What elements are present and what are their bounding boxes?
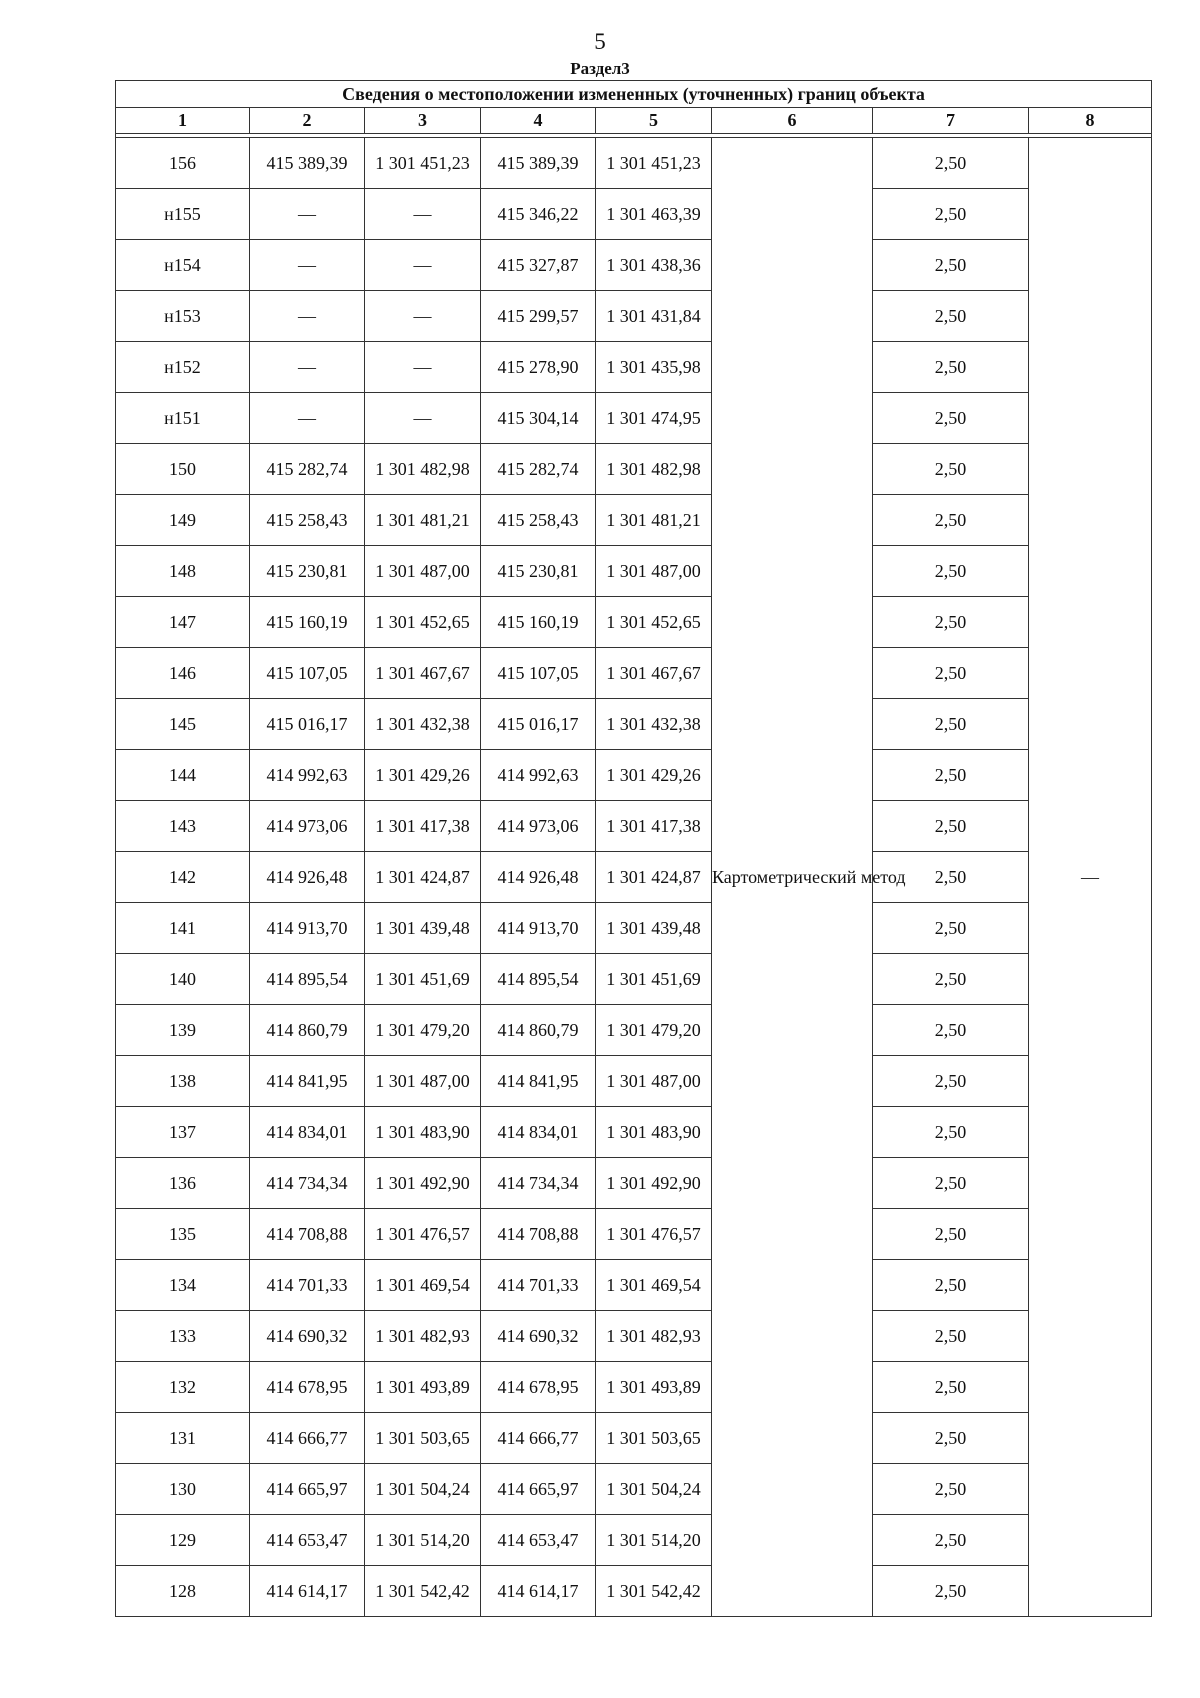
y-old-cell: — (365, 291, 481, 342)
y-old-cell: — (365, 189, 481, 240)
precision-cell: 2,50 (873, 699, 1029, 750)
x-old-cell: — (250, 342, 365, 393)
column-header: 1 (116, 108, 250, 134)
precision-cell: 2,50 (873, 954, 1029, 1005)
y-new-cell: 1 301 476,57 (596, 1209, 712, 1260)
x-old-cell: 415 016,17 (250, 699, 365, 750)
y-new-cell: 1 301 432,38 (596, 699, 712, 750)
y-old-cell: 1 301 503,65 (365, 1413, 481, 1464)
y-old-cell: 1 301 481,21 (365, 495, 481, 546)
table-row (116, 1107, 1152, 1158)
y-old-cell: 1 301 487,00 (365, 1056, 481, 1107)
point-id-cell: 144 (116, 750, 250, 801)
precision-cell: 2,50 (873, 291, 1029, 342)
x-old-cell: — (250, 189, 365, 240)
table-row (116, 444, 1152, 495)
table-row (116, 138, 1152, 189)
y-new-cell: 1 301 504,24 (596, 1464, 712, 1515)
x-new-cell: 415 327,87 (481, 240, 596, 291)
x-old-cell: — (250, 291, 365, 342)
point-id-cell: 147 (116, 597, 250, 648)
x-new-cell: 414 701,33 (481, 1260, 596, 1311)
precision-cell: 2,50 (873, 1005, 1029, 1056)
precision-cell: 2,50 (873, 393, 1029, 444)
method-cell: Картометрический метод (712, 138, 873, 1617)
x-old-cell: 414 653,47 (250, 1515, 365, 1566)
y-old-cell: — (365, 393, 481, 444)
page-number: 5 (594, 29, 606, 54)
x-old-cell: 415 107,05 (250, 648, 365, 699)
x-new-cell: 414 708,88 (481, 1209, 596, 1260)
table-row (116, 1056, 1152, 1107)
point-id-cell: 129 (116, 1515, 250, 1566)
y-old-cell: 1 301 514,20 (365, 1515, 481, 1566)
x-old-cell: 414 678,95 (250, 1362, 365, 1413)
x-new-cell: 414 614,17 (481, 1566, 596, 1617)
y-old-cell: 1 301 479,20 (365, 1005, 481, 1056)
y-new-cell: 1 301 452,65 (596, 597, 712, 648)
column-header: 6 (712, 108, 873, 134)
column-8-cell: — (1029, 138, 1152, 1617)
y-new-cell: 1 301 479,20 (596, 1005, 712, 1056)
point-id-cell: 137 (116, 1107, 250, 1158)
y-old-cell: 1 301 482,93 (365, 1311, 481, 1362)
y-new-cell: 1 301 417,38 (596, 801, 712, 852)
y-old-cell: 1 301 487,00 (365, 546, 481, 597)
point-id-cell: 139 (116, 1005, 250, 1056)
point-id-cell: 132 (116, 1362, 250, 1413)
x-old-cell: — (250, 393, 365, 444)
y-new-cell: 1 301 483,90 (596, 1107, 712, 1158)
point-id-cell: 133 (116, 1311, 250, 1362)
table-row (116, 240, 1152, 291)
x-old-cell: 414 734,34 (250, 1158, 365, 1209)
x-old-cell: 414 860,79 (250, 1005, 365, 1056)
point-id-cell: 150 (116, 444, 250, 495)
point-id-cell: 142 (116, 852, 250, 903)
precision-cell: 2,50 (873, 801, 1029, 852)
x-old-cell: 414 841,95 (250, 1056, 365, 1107)
y-old-cell: 1 301 492,90 (365, 1158, 481, 1209)
y-new-cell: 1 301 487,00 (596, 546, 712, 597)
y-new-cell: 1 301 429,26 (596, 750, 712, 801)
column-header: 4 (481, 108, 596, 134)
table-row (116, 1158, 1152, 1209)
y-old-cell: 1 301 493,89 (365, 1362, 481, 1413)
y-new-cell: 1 301 542,42 (596, 1566, 712, 1617)
y-old-cell: 1 301 451,23 (365, 138, 481, 189)
point-id-cell: 135 (116, 1209, 250, 1260)
y-new-cell: 1 301 503,65 (596, 1413, 712, 1464)
precision-cell: 2,50 (873, 1311, 1029, 1362)
table-row (116, 1413, 1152, 1464)
table-row (116, 495, 1152, 546)
y-new-cell: 1 301 482,98 (596, 444, 712, 495)
table-row (116, 1566, 1152, 1617)
point-id-cell: 138 (116, 1056, 250, 1107)
x-new-cell: 414 690,32 (481, 1311, 596, 1362)
table-row (116, 291, 1152, 342)
y-new-cell: 1 301 469,54 (596, 1260, 712, 1311)
precision-cell: 2,50 (873, 1107, 1029, 1158)
x-new-cell: 414 734,34 (481, 1158, 596, 1209)
y-old-cell: — (365, 240, 481, 291)
y-old-cell: 1 301 467,67 (365, 648, 481, 699)
x-new-cell: 414 665,97 (481, 1464, 596, 1515)
x-old-cell: 414 913,70 (250, 903, 365, 954)
table-row (116, 1209, 1152, 1260)
x-new-cell: 415 389,39 (481, 138, 596, 189)
y-new-cell: 1 301 493,89 (596, 1362, 712, 1413)
table-row (116, 699, 1152, 750)
y-old-cell: 1 301 476,57 (365, 1209, 481, 1260)
point-id-cell: 148 (116, 546, 250, 597)
precision-cell: 2,50 (873, 240, 1029, 291)
x-new-cell: 415 346,22 (481, 189, 596, 240)
table-row (116, 597, 1152, 648)
y-new-cell: 1 301 467,67 (596, 648, 712, 699)
table-row (116, 750, 1152, 801)
y-old-cell: 1 301 482,98 (365, 444, 481, 495)
table-row (116, 1260, 1152, 1311)
table-row (116, 801, 1152, 852)
point-id-cell: 134 (116, 1260, 250, 1311)
precision-cell: 2,50 (873, 852, 1029, 903)
x-old-cell: 414 614,17 (250, 1566, 365, 1617)
x-new-cell: 414 666,77 (481, 1413, 596, 1464)
x-new-cell: 414 895,54 (481, 954, 596, 1005)
x-new-cell: 415 282,74 (481, 444, 596, 495)
precision-cell: 2,50 (873, 903, 1029, 954)
column-header: 8 (1029, 108, 1152, 134)
table-row (116, 342, 1152, 393)
point-id-cell: н154 (116, 240, 250, 291)
precision-cell: 2,50 (873, 597, 1029, 648)
precision-cell: 2,50 (873, 1566, 1029, 1617)
y-new-cell: 1 301 514,20 (596, 1515, 712, 1566)
point-id-cell: 146 (116, 648, 250, 699)
precision-cell: 2,50 (873, 1413, 1029, 1464)
y-new-cell: 1 301 492,90 (596, 1158, 712, 1209)
table-row (116, 546, 1152, 597)
point-id-cell: 136 (116, 1158, 250, 1209)
y-old-cell: 1 301 469,54 (365, 1260, 481, 1311)
x-old-cell: — (250, 240, 365, 291)
precision-cell: 2,50 (873, 648, 1029, 699)
precision-cell: 2,50 (873, 1158, 1029, 1209)
table-row (116, 852, 1152, 903)
x-new-cell: 415 299,57 (481, 291, 596, 342)
x-old-cell: 414 690,32 (250, 1311, 365, 1362)
section-title: Раздел3 (570, 59, 630, 78)
precision-cell: 2,50 (873, 1362, 1029, 1413)
x-new-cell: 415 304,14 (481, 393, 596, 444)
point-id-cell: 149 (116, 495, 250, 546)
point-id-cell: н152 (116, 342, 250, 393)
point-id-cell: 143 (116, 801, 250, 852)
x-new-cell: 414 973,06 (481, 801, 596, 852)
y-old-cell: 1 301 451,69 (365, 954, 481, 1005)
point-id-cell: 130 (116, 1464, 250, 1515)
point-id-cell: н153 (116, 291, 250, 342)
x-new-cell: 414 926,48 (481, 852, 596, 903)
x-old-cell: 415 230,81 (250, 546, 365, 597)
x-old-cell: 414 926,48 (250, 852, 365, 903)
y-old-cell: 1 301 504,24 (365, 1464, 481, 1515)
y-new-cell: 1 301 435,98 (596, 342, 712, 393)
precision-cell: 2,50 (873, 1260, 1029, 1311)
y-old-cell: 1 301 542,42 (365, 1566, 481, 1617)
x-old-cell: 414 665,97 (250, 1464, 365, 1515)
x-new-cell: 414 678,95 (481, 1362, 596, 1413)
x-new-cell: 415 160,19 (481, 597, 596, 648)
point-id-cell: 141 (116, 903, 250, 954)
x-old-cell: 414 701,33 (250, 1260, 365, 1311)
x-old-cell: 415 258,43 (250, 495, 365, 546)
y-new-cell: 1 301 482,93 (596, 1311, 712, 1362)
point-id-cell: 128 (116, 1566, 250, 1617)
y-old-cell: 1 301 432,38 (365, 699, 481, 750)
point-id-cell: н151 (116, 393, 250, 444)
precision-cell: 2,50 (873, 1209, 1029, 1260)
table-row (116, 1515, 1152, 1566)
y-new-cell: 1 301 487,00 (596, 1056, 712, 1107)
x-old-cell: 414 666,77 (250, 1413, 365, 1464)
x-new-cell: 415 278,90 (481, 342, 596, 393)
table-row (116, 954, 1152, 1005)
x-new-cell: 414 992,63 (481, 750, 596, 801)
y-new-cell: 1 301 424,87 (596, 852, 712, 903)
y-new-cell: 1 301 439,48 (596, 903, 712, 954)
point-id-cell: 145 (116, 699, 250, 750)
column-header: 7 (873, 108, 1029, 134)
column-header: 5 (596, 108, 712, 134)
precision-cell: 2,50 (873, 189, 1029, 240)
x-old-cell: 414 708,88 (250, 1209, 365, 1260)
table-row (116, 1362, 1152, 1413)
x-new-cell: 415 230,81 (481, 546, 596, 597)
point-id-cell: 156 (116, 138, 250, 189)
precision-cell: 2,50 (873, 1464, 1029, 1515)
x-new-cell: 414 860,79 (481, 1005, 596, 1056)
column-header: 3 (365, 108, 481, 134)
point-id-cell: 140 (116, 954, 250, 1005)
table-row (116, 1005, 1152, 1056)
x-new-cell: 415 258,43 (481, 495, 596, 546)
table-row (116, 648, 1152, 699)
x-new-cell: 414 913,70 (481, 903, 596, 954)
x-old-cell: 415 160,19 (250, 597, 365, 648)
y-new-cell: 1 301 474,95 (596, 393, 712, 444)
x-new-cell: 414 841,95 (481, 1056, 596, 1107)
precision-cell: 2,50 (873, 495, 1029, 546)
precision-cell: 2,50 (873, 1056, 1029, 1107)
y-new-cell: 1 301 451,23 (596, 138, 712, 189)
y-old-cell: 1 301 452,65 (365, 597, 481, 648)
precision-cell: 2,50 (873, 342, 1029, 393)
table-row (116, 393, 1152, 444)
point-id-cell: 131 (116, 1413, 250, 1464)
y-old-cell: 1 301 439,48 (365, 903, 481, 954)
x-new-cell: 415 016,17 (481, 699, 596, 750)
column-header: 2 (250, 108, 365, 134)
y-old-cell: 1 301 483,90 (365, 1107, 481, 1158)
precision-cell: 2,50 (873, 750, 1029, 801)
x-old-cell: 414 973,06 (250, 801, 365, 852)
precision-cell: 2,50 (873, 138, 1029, 189)
table-caption: Сведения о местоположении измененных (уточненных) границ объекта (116, 81, 1152, 108)
x-old-cell: 414 834,01 (250, 1107, 365, 1158)
y-new-cell: 1 301 463,39 (596, 189, 712, 240)
y-new-cell: 1 301 438,36 (596, 240, 712, 291)
y-new-cell: 1 301 481,21 (596, 495, 712, 546)
x-new-cell: 415 107,05 (481, 648, 596, 699)
x-new-cell: 414 834,01 (481, 1107, 596, 1158)
y-old-cell: 1 301 417,38 (365, 801, 481, 852)
y-old-cell: — (365, 342, 481, 393)
point-id-cell: н155 (116, 189, 250, 240)
x-old-cell: 415 282,74 (250, 444, 365, 495)
y-new-cell: 1 301 431,84 (596, 291, 712, 342)
table-row (116, 1464, 1152, 1515)
table-row (116, 189, 1152, 240)
table-body (116, 134, 1152, 1617)
x-old-cell: 414 895,54 (250, 954, 365, 1005)
table-row (116, 903, 1152, 954)
precision-cell: 2,50 (873, 1515, 1029, 1566)
boundary-coordinates-table (115, 80, 1152, 1617)
x-new-cell: 414 653,47 (481, 1515, 596, 1566)
x-old-cell: 415 389,39 (250, 138, 365, 189)
precision-cell: 2,50 (873, 546, 1029, 597)
column-header-row (116, 108, 1152, 134)
precision-cell: 2,50 (873, 444, 1029, 495)
y-new-cell: 1 301 451,69 (596, 954, 712, 1005)
table-row (116, 1311, 1152, 1362)
y-old-cell: 1 301 429,26 (365, 750, 481, 801)
y-old-cell: 1 301 424,87 (365, 852, 481, 903)
x-old-cell: 414 992,63 (250, 750, 365, 801)
